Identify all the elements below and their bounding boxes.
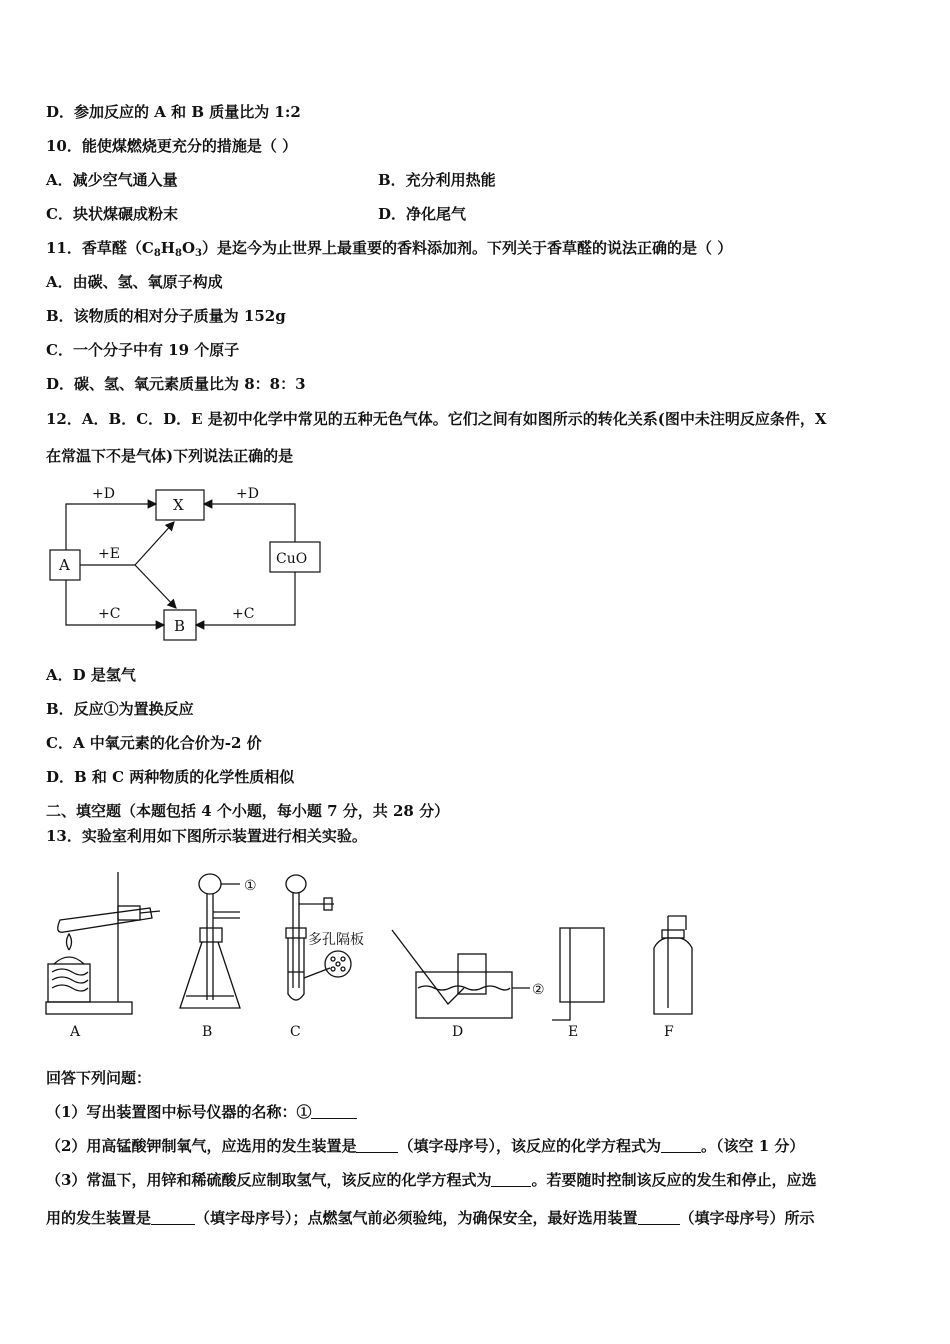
apparatus-f: [654, 916, 692, 1014]
box-a-label: A: [59, 556, 70, 574]
apparatus-b: [180, 874, 240, 1008]
q10-option-d: D．净化尾气: [378, 205, 467, 223]
apparatus-label-e: E: [568, 1024, 579, 1040]
q10-option-c: C．块状煤碾成粉末: [46, 205, 178, 223]
q11-option-c: C．一个分子中有 19 个原子: [46, 341, 240, 359]
q13-apparatus-figure: [40, 868, 720, 1048]
blank-equation-kmno4[interactable]: [661, 1138, 701, 1153]
q12-stem-line2: 在常温下不是气体)下列说法正确的是: [46, 447, 294, 465]
apparatus-label-f: F: [664, 1024, 674, 1040]
q13-stem: 13．实验室利用如下图所示装置进行相关实验。: [46, 827, 367, 845]
q11-sub-h: 8: [174, 248, 182, 259]
q13-part4-a: 用的发生装置是: [46, 1209, 152, 1227]
blank-generator-kmno4[interactable]: [356, 1138, 398, 1153]
apparatus-label-d: D: [452, 1024, 464, 1040]
label-plus-e: +E: [98, 546, 120, 562]
label-plus-c-left: +C: [98, 606, 121, 622]
arrow-e-x: [135, 522, 174, 565]
q12-stem-line1: 12．A．B．C．D．E 是初中化学中常见的五种无色气体。它们之间有如图所示的转化关系(图中未注明反应条件，X: [46, 410, 827, 428]
q10-stem: 10．能使煤燃烧更充分的措施是（ ）: [46, 137, 298, 155]
porous-plate-label: 多孔隔板: [308, 932, 364, 948]
q11-option-d: D．碳、氢、氧元素质量比为 8：8：3: [46, 375, 306, 393]
q12-conversion-diagram: [46, 476, 336, 646]
label-plus-d-right: +D: [236, 486, 259, 502]
q9-option-d: D．参加反应的 A 和 B 质量比为 1:2: [46, 103, 301, 121]
box-b-label: B: [174, 617, 186, 635]
q13-part2: [46, 1136, 804, 1156]
q13-part1: [46, 1102, 357, 1122]
q12-option-d: D．B 和 C 两种物质的化学性质相似: [46, 768, 295, 786]
box-cuo-label: CuO: [276, 551, 308, 567]
q13-part1-text: （1）写出装置图中标号仪器的名称：①: [46, 1103, 312, 1121]
q10-option-b: B．充分利用热能: [378, 171, 496, 189]
label-plus-d-left: +D: [92, 486, 115, 502]
q11-mid-h: H: [160, 239, 175, 257]
q13-part2-b: （填字母序号），该反应的化学方程式为: [398, 1137, 661, 1155]
q13-part3-a: （3）常温下，用锌和稀硫酸反应制取氢气，该反应的化学方程式为: [46, 1171, 492, 1189]
apparatus-label-b: B: [202, 1024, 213, 1040]
q12-option-c: C．A 中氧元素的化合价为-2 价: [46, 734, 262, 752]
q11-sub-o: 3: [195, 248, 202, 259]
q11-stem-pre: 11．香草醛（C: [46, 239, 154, 257]
q13-part2-c: 。（该空 1 分）: [700, 1137, 805, 1155]
blank-generator-h2[interactable]: [151, 1210, 195, 1225]
arrow-a-x: [66, 504, 156, 550]
q13-part2-a: （2）用高锰酸钾制氧气，应选用的发生装置是: [46, 1137, 357, 1155]
apparatus-label-a: A: [70, 1024, 81, 1040]
q10-option-a: A．减少空气通入量: [46, 171, 178, 189]
callout-2: ②: [532, 982, 545, 998]
apparatus-label-c: C: [290, 1024, 301, 1040]
box-x-label: X: [173, 496, 184, 514]
arrow-e-b: [135, 565, 176, 608]
blank-instrument-1[interactable]: [311, 1104, 357, 1119]
q11-mid-o: O: [181, 239, 196, 257]
callout-1: ①: [244, 878, 257, 894]
blank-safety-apparatus[interactable]: [638, 1210, 680, 1225]
apparatus-d: [392, 930, 530, 1018]
apparatus-e: [552, 928, 604, 1020]
apparatus-a: [46, 872, 160, 1014]
q11-option-a: A．由碳、氢、氧原子构成: [46, 273, 223, 291]
q11-sub-c: 8: [153, 248, 161, 259]
q13-part4-c: （填字母序号）所示: [679, 1209, 815, 1227]
q11-option-b: B．该物质的相对分子质量为 152g: [46, 307, 286, 325]
q13-part4-b: （填字母序号）；点燃氢气前必须验纯，为确保安全，最好选用装置: [195, 1209, 638, 1227]
q13-answer-intro: 回答下列问题：: [46, 1069, 152, 1087]
q11-stem: [46, 238, 732, 258]
q12-option-a: A．D 是氢气: [46, 666, 136, 684]
label-plus-c-right: +C: [232, 606, 255, 622]
q11-stem-post: ）是迄今为止世界上最重要的香料添加剂。下列关于香草醛的说法正确的是（ ）: [202, 239, 733, 257]
q12-option-b: B．反应①为置换反应: [46, 700, 194, 718]
blank-equation-h2[interactable]: [491, 1172, 531, 1187]
q13-part3: [46, 1170, 816, 1190]
q13-part3-cont: [46, 1208, 815, 1228]
arrow-cuo-x: [204, 504, 295, 542]
section2-title: 二、填空题（本题包括 4 个小题，每小题 7 分，共 28 分）: [46, 802, 450, 820]
q13-part3-b: 。若要随时控制该反应的发生和停止，应选: [531, 1171, 817, 1189]
